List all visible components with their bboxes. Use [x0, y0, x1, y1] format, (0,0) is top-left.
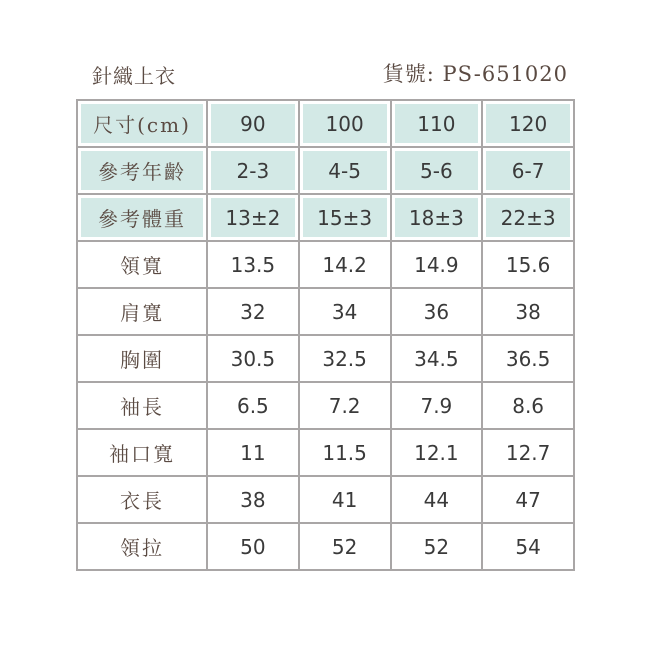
table-row-sleeve-length — [77, 382, 574, 429]
table-cell: 36 — [391, 288, 483, 335]
table-row-shoulder — [77, 288, 574, 335]
row-label: 胸圍 — [77, 335, 207, 382]
product-code: 貨號: PS-651020 — [382, 62, 568, 86]
header-cell-90: 90 — [207, 100, 299, 147]
table-cell: 5-6 — [391, 147, 483, 194]
table-cell: 30.5 — [207, 335, 299, 382]
table-cell: 4-5 — [299, 147, 391, 194]
table-cell: 7.9 — [391, 382, 483, 429]
table-cell: 34.5 — [391, 335, 483, 382]
row-label: 領寬 — [77, 241, 207, 288]
table-cell: 52 — [299, 523, 391, 570]
table-cell: 38 — [207, 476, 299, 523]
table-cell: 8.6 — [482, 382, 574, 429]
table-cell: 54 — [482, 523, 574, 570]
row-label: 參考體重 — [77, 194, 207, 241]
table-cell: 22±3 — [482, 194, 574, 241]
table-cell: 44 — [391, 476, 483, 523]
table-row-garment-length — [77, 476, 574, 523]
table-row-cuff-width — [77, 429, 574, 476]
header-cell-110: 110 — [391, 100, 483, 147]
header-cell-size: 尺寸(cm) — [77, 100, 207, 147]
table-cell: 12.1 — [391, 429, 483, 476]
row-label: 領拉 — [77, 523, 207, 570]
table-row-weight — [77, 194, 574, 241]
row-label: 肩寬 — [77, 288, 207, 335]
table-cell: 2-3 — [207, 147, 299, 194]
table-cell: 6.5 — [207, 382, 299, 429]
table-cell: 18±3 — [391, 194, 483, 241]
table-cell: 12.7 — [482, 429, 574, 476]
table-cell: 11.5 — [299, 429, 391, 476]
table-cell: 13.5 — [207, 241, 299, 288]
header-cell-100: 100 — [299, 100, 391, 147]
row-label: 參考年齡 — [77, 147, 207, 194]
table-row-chest — [77, 335, 574, 382]
row-label: 衣長 — [77, 476, 207, 523]
table-cell: 38 — [482, 288, 574, 335]
table-cell: 15±3 — [299, 194, 391, 241]
table-cell: 32.5 — [299, 335, 391, 382]
table-cell: 52 — [391, 523, 483, 570]
size-table — [76, 99, 575, 571]
table-cell: 13±2 — [207, 194, 299, 241]
header-cell-120: 120 — [482, 100, 574, 147]
table-cell: 15.6 — [482, 241, 574, 288]
product-title: 針織上衣 — [92, 64, 176, 88]
row-label: 袖口寬 — [77, 429, 207, 476]
table-cell: 34 — [299, 288, 391, 335]
table-cell: 36.5 — [482, 335, 574, 382]
table-cell: 6-7 — [482, 147, 574, 194]
table-cell: 47 — [482, 476, 574, 523]
table-row-age — [77, 147, 574, 194]
table-cell: 14.2 — [299, 241, 391, 288]
table-cell: 11 — [207, 429, 299, 476]
table-cell: 14.9 — [391, 241, 483, 288]
table-cell: 50 — [207, 523, 299, 570]
row-label: 袖長 — [77, 382, 207, 429]
table-cell: 7.2 — [299, 382, 391, 429]
table-header-row — [77, 100, 574, 147]
table-row-neck-stretch — [77, 523, 574, 570]
table-cell: 32 — [207, 288, 299, 335]
table-cell: 41 — [299, 476, 391, 523]
table-row-neck-width — [77, 241, 574, 288]
